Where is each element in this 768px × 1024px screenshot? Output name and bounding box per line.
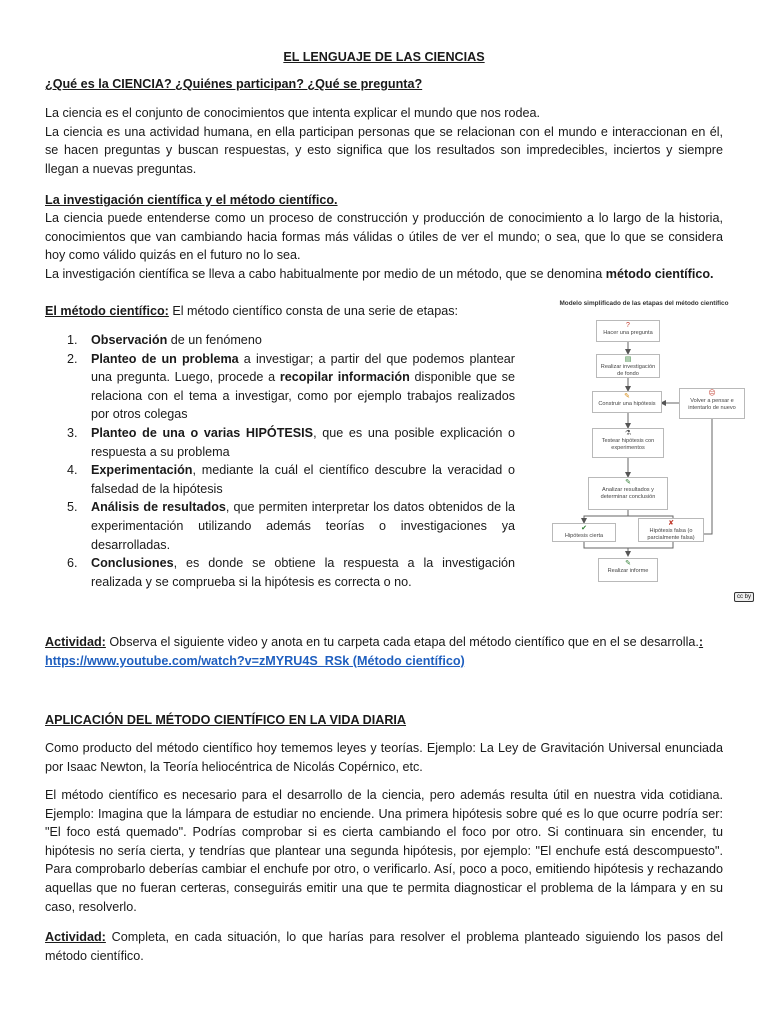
section-what-is-science-heading: ¿Qué es la CIENCIA? ¿Quiénes participan? ¿Qué se pregunta? <box>45 77 423 91</box>
activity-2: Actividad: Completa, en cada situación, lo que harías para resolver el problema planteado siguiendo los pasos del método científico. <box>45 930 723 963</box>
method-heading: El método científico: <box>45 304 169 318</box>
section-investigation-body <box>45 209 723 283</box>
diagram-step-hypothesis-false: ✘ Hipótesis falsa (o parcialmente falsa) <box>638 518 704 542</box>
document-title: EL LENGUAJE DE LAS CIENCIAS <box>283 50 485 64</box>
section-daily-life-p1: Como producto del método científico hoy tememos leyes y teorías. Ejemplo: La Ley de Gravitación Universal enunciada por Isaac Newton, la Teoría heliocéntrica de Nicolás Copérnico, etc. <box>45 741 723 774</box>
creative-commons-badge: cc by <box>734 592 754 602</box>
list-item: 5. Análisis de resultados, que permiten interpretar los datos obtenidos de la experimentación utilizando además teorías o investigaciones ya desarrolladas. <box>67 500 516 552</box>
activity-1: Actividad: Observa el siguiente video y anota en tu carpeta cada etapa del método científico que en el se desarrolla.: https://www.youtube.com/watch?v=zMYRU4S_RSk (Método científico) <box>45 635 704 668</box>
scientific-method-diagram <box>528 296 760 602</box>
diagram-title: Modelo simplificado de las etapas del método científico <box>559 300 729 307</box>
paragraph: La investigación científica se lleva a cabo habitualmente por medio de un método, que se denomina método científico. <box>45 266 714 281</box>
diagram-step-test-hypothesis: ⚗ Testear hipótesis con experimentos <box>592 428 664 458</box>
video-link[interactable]: https://www.youtube.com/watch?v=zMYRU4S_RSk (Método científico) <box>45 653 465 668</box>
diagram-step-ask-question: ? Hacer una pregunta <box>596 320 660 342</box>
activity-label: Actividad: <box>45 930 106 944</box>
section-daily-life-p2: El método científico es necesario para el desarrollo de la ciencia, pero además resulta útil en nuestra vida cotidiana. Ejemplo: Imagina que la lámpara de estudiar no enciende. Una primera hipótesis sobre qué es lo que ocurre podría ser: "El foco está quemado". Podrías comprobar si es cierta cambiando el foco por otro. Si continuara sin encender, tu hipótesis no sería cierta, y tendrías que plantear una segunda hipótesis, por ejemplo: "El enchufe está descompuesto". Para comprobarlo deberías cambiar el enchufe por otro, o verificarlo. Así, poco a poco, emitiendo hipótesis y rechazando aquellas que no fueran certeras, conseguirás emitir una que te permita diagnosticar el problema de la lámpara y en su caso, resolverlo. <box>45 788 723 914</box>
activity-label: Actividad: <box>45 635 106 649</box>
diagram-step-analyze-results: ✎ Analizar resultados y determinar conclusión <box>588 477 668 510</box>
section-what-is-science-body <box>45 104 723 178</box>
list-item: 2. Planteo de un problema a investigar; a partir del que podemos plantear una pregunta. Luego, procede a recopilar información disponible que se relaciona con el tema a investigar, como por ejemplo trabajos realizados por otros colegas <box>67 351 516 422</box>
diagram-step-background-research: ▤ Realizar investigación de fondo <box>596 354 660 378</box>
paragraph: La ciencia es una actividad humana, en ella participan personas que se relacionan con el mundo e interaccionan en él, se hacen preguntas y buscan respuestas, y esto significa que los resultados son impredecibles, inciertos y siempre llegan a nuevas preguntas. <box>45 124 723 176</box>
list-item: 4. Experimentación, mediante la cuál el científico descubre la veracidad o falsedad de la hipótesis <box>67 463 515 496</box>
section-investigation-heading: La investigación científica y el método científico. <box>45 193 338 207</box>
paragraph: La ciencia puede entenderse como un proceso de construcción y producción de conocimiento a lo largo de la historia, conocimientos que van cambiando hacia formas más válidas o útiles de ver el mundo; o sea, que lo que se considera hoy como válido quizás en el futuro no lo sea. <box>45 211 723 263</box>
diagram-step-try-again: ☹ Volver a pensar e intentarlo de nuevo <box>679 388 745 419</box>
method-steps-list <box>45 331 515 591</box>
list-item: 3. Planteo de una o varias HIPÓTESIS, que es una posible explicación o respuesta a su problema <box>67 425 515 459</box>
diagram-step-report: ✎ Realizar informe <box>598 558 658 582</box>
list-item: 6. Conclusiones, es donde se obtiene la respuesta a la investigación realizada y se comprueba si la hipótesis es correcta o no. <box>67 556 515 589</box>
paragraph: La ciencia es el conjunto de conocimientos que intenta explicar el mundo que nos rodea. <box>45 106 540 120</box>
diagram-step-construct-hypothesis: ✎ Construir una hipótesis <box>592 391 662 413</box>
section-daily-life-heading: APLICACIÓN DEL MÉTODO CIENTÍFICO EN LA VIDA DIARIA <box>45 713 407 727</box>
diagram-step-hypothesis-true: ✔ Hipótesis cierta <box>552 523 616 542</box>
list-item: 1. Observación de un fenómeno <box>67 333 262 347</box>
method-heading-line: El método científico: El método científico consta de una serie de etapas: <box>45 304 458 318</box>
